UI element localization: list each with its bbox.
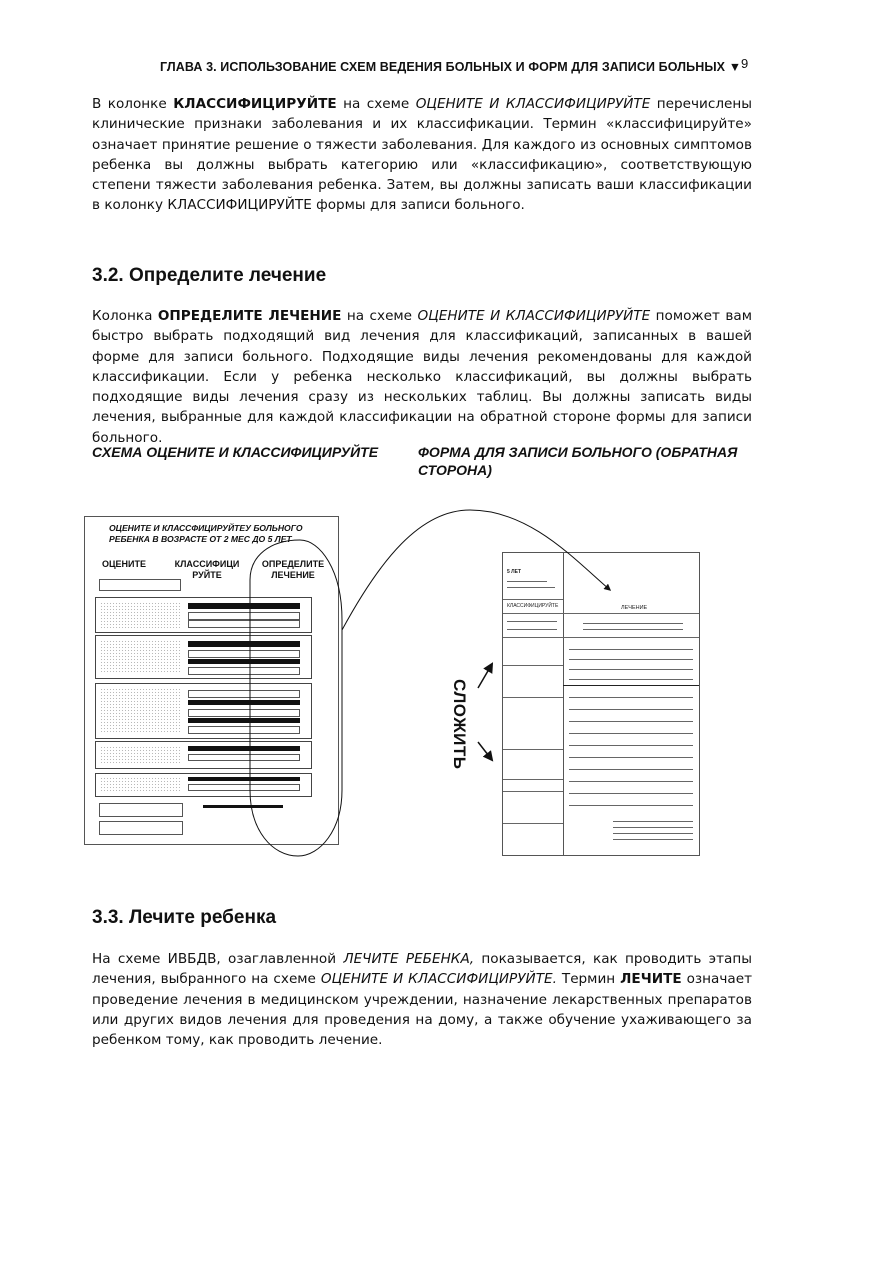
form-classify-label: КЛАССИФИЦИРУЙТЕ: [507, 603, 559, 609]
section-heading-3-2: 3.2. Определите лечение: [92, 265, 327, 286]
section-3-3-paragraph: На схеме ИВБДВ, озаглавленной ЛЕЧИТЕ РЕБЕНКА, показывается, как проводить этапы лечения, выбранного на схеме ОЦЕНИТЕ И КЛАССИФИЦИРУЙТЕ. Термин ЛЕЧИТЕ означает проведение лечения в медицинском учреждении, назначение лекарственных препаратов или других видов лечения для проведения на дому, а также обучение ухаживающего за ребенком тому, как проводить лечение.: [92, 951, 753, 1049]
form-age-label: 5 ЛЕТ: [507, 569, 522, 575]
figure-caption-left: СХЕМА ОЦЕНИТЕ И КЛАССИФИЦИРУЙТЕ: [92, 444, 379, 460]
connector-arc: [342, 510, 610, 630]
page-number: 9: [741, 56, 749, 71]
section-3-2-paragraph: Колонка ОПРЕДЕЛИТЕ ЛЕЧЕНИЕ на схеме ОЦЕНИТЕ И КЛАССИФИЦИРУЙТЕ поможет вам быстро выбрать подходящий вид лечения для классификаций, записанных в вашей форме для записи больного. Подходящие виды лечения рекомендованы для каждой классификации. Если у ребенка несколько классификаций, вы должны выбрать подходящие виды лечения сразу из нескольких таблиц. Вы должны записать виды лечения, выбранные для каждой классификации на обратной стороне формы для записи больного.: [92, 308, 752, 446]
intro-paragraph: В колонке КЛАССИФИЦИРУЙТЕ на схеме ОЦЕНИТЕ И КЛАССИФИЦИРУЙТЕ перечислены клинические признаки заболевания и их классификации. Термин «классифицируйте» означает принятие решение о тяжести заболевания. Для каждого из основных симптомов ребенка вы должны выбрать категорию или «классификацию», соответствующую степени тяжести заболевания ребенка. Затем, вы должны записать ваши классификации в колонку КЛАССИФИЦИРУЙТЕ формы для записи больного.: [92, 96, 752, 214]
fold-arrow-down: [478, 742, 492, 760]
figure-caption-right: ФОРМА ДЛЯ ЗАПИСИ БОЛЬНОГО (ОБРАТНАЯ СТОРОНА): [418, 444, 738, 478]
treatment-column-oval: [250, 540, 342, 856]
scheme-title: ОЦЕНИТЕ И КЛАССФИЦИРУЙТЕУ БОЛЬНОГО РЕБЕНКА В ВОЗРАСТЕ ОТ 2 МЕС ДО 5 ЛЕТ: [109, 523, 303, 544]
scheme-col-assess: ОЦЕНИТЕ: [101, 559, 147, 569]
scheme-col-treat: ОПРЕДЕЛИТЕ ЛЕЧЕНИЕ: [261, 559, 325, 580]
fold-arrow-up: [478, 664, 492, 688]
scheme-col-classify: КЛАССИФИЦИ РУЙТЕ: [174, 559, 240, 580]
section-heading-3-3: 3.3. Лечите ребенка: [92, 907, 277, 928]
chapter-title: ГЛАВА 3. ИСПОЛЬЗОВАНИЕ СХЕМ ВЕДЕНИЯ БОЛЬНЫХ И ФОРМ ДЛЯ ЗАПИСИ БОЛЬНЫХ ▼: [160, 60, 742, 74]
fold-label: СЛОЖИТЬ: [450, 679, 469, 770]
form-treatment-label: ЛЕЧЕНИЕ: [621, 605, 648, 611]
